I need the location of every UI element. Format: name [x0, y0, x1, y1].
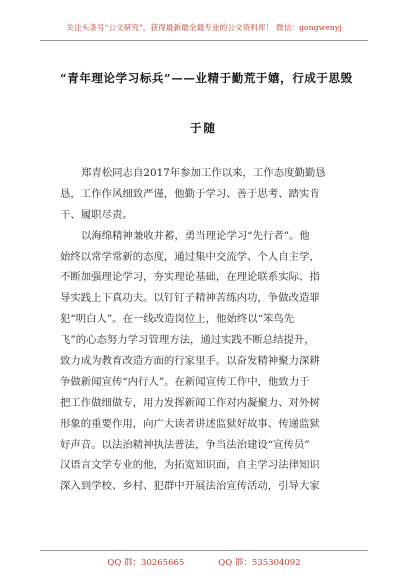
body-line: 形象的重要作用，向广大读者讲述监狱好故事、传递监狱 [60, 417, 320, 430]
body-line: 好声音。以法治精神执法普法，争当法治建设“宣传员” [60, 438, 310, 451]
document-title-continued: 于随 [190, 121, 217, 135]
body-line: 把工作做细做专，用力发挥新闻工作对内凝聚力、对外树 [60, 396, 320, 409]
body-line: 犯“明白人”。在一线改造岗位上，他始终以“笨鸟先 [60, 313, 295, 326]
document-title: “青年理论学习标兵”——业精于勤荒于嬉，行成于思毁 [60, 71, 353, 85]
document-body [60, 163, 360, 497]
body-line: 汉语言文学专业的他，为拓宽知识面，自主学习法律知识 [60, 459, 320, 472]
body-line: 飞”的心态努力学习管理方法，通过实践不断总结提升， [60, 334, 315, 347]
footer-qq-group-1: QQ 群：30265665 [107, 558, 185, 568]
footer-divider [40, 550, 368, 551]
body-line: 郑青松同志自2017年参加工作以来，工作态度勤勤恳 [81, 167, 326, 179]
body-line: 争做新闻宣传“内行人”。在新闻宣传工作中，他致力于 [60, 375, 310, 388]
page-footer [40, 556, 368, 568]
header-divider [40, 40, 368, 41]
body-line: 干、履职尽责。 [60, 208, 133, 221]
body-line: 以海绵精神兼收并蓄，勇当理论学习“先行者”。他 [81, 229, 310, 242]
body-line: 致力成为教育改造方面的行家里手。以奋发精神聚力深耕 [60, 355, 320, 368]
body-line: 始终以常学常新的态度，通过集中交流学、个人自主学， [60, 250, 320, 263]
page-header-notice: 关注头条号"公文研究"，获得最新最全最专业的公文资料库！ 微信：gongwenyj [66, 23, 342, 32]
footer-qq-group-2: QQ 群：535304092 [218, 558, 301, 568]
body-line: 恳，工作作风细致严谨，他勤于学习、善于思考、踏实肯 [60, 187, 320, 200]
body-line: 不断加强理论学习，夯实理论基础，在理论联系实际、指 [60, 271, 320, 284]
body-line: 导实践上下真功夫。以钉钉子精神苦练内功，争做改造罪 [60, 292, 320, 305]
body-line: 深入到学校、乡村、犯群中开展法治宣传活动，引导大家 [60, 480, 320, 493]
